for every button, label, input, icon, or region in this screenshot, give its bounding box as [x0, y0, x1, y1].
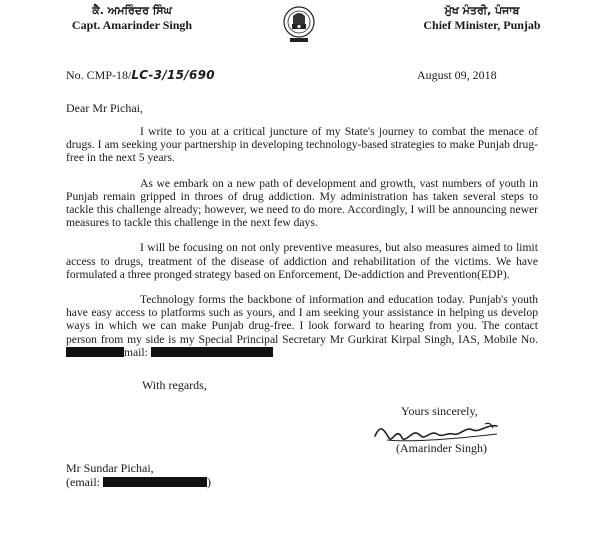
recipient-email-line [66, 475, 211, 489]
sender-name: Capt. Amarinder Singh [71, 18, 193, 32]
paragraph-3: I will be focusing on not only preventive measures, but also measures aimed to limit access to drugs, treatment of the disease of addiction and rehabilitation of the victims. We have formulated a three pronged strategy based on Enforcement, De-addiction and Prevention(EDP). [66, 241, 538, 281]
recipient-name: Mr Sundar Pichai, [66, 461, 154, 475]
signatory-name: (Amarinder Singh) [396, 441, 487, 455]
recipient-email-close: ) [206, 475, 211, 489]
closing-line: Yours sincerely, [401, 404, 478, 418]
paragraph-1: I write to you at a critical juncture of my State's journey to combat the menace of drugs. I am seeking your partnership in developing technology-based strategies to make Punjab drug-free in the next 5 years. [66, 125, 538, 165]
office-title-punjabi: ਮੁੱਖ ਮੰਤਰੀ, ਪੰਜਾਬ [444, 4, 520, 17]
office-header [392, 4, 572, 33]
letter-body [66, 125, 538, 359]
state-emblem-icon [276, 2, 322, 46]
recipient-block [66, 461, 211, 489]
reference-number [66, 68, 215, 82]
office-title: Chief Minister, Punjab [423, 18, 541, 32]
reference-handwritten: LC-3/15/690 [131, 68, 215, 82]
reference-prefix: No. CMP-18/ [66, 68, 132, 82]
salutation: Dear Mr Pichai, [66, 101, 143, 115]
paragraph-4-text: Technology forms the backbone of information and education today. Punjab's youth have easy access to platforms such as yours, and I am seeking your assistance in helping us develop ways in which we can make Punjab drug-free. I look forward to hearing from you. The contact person from my side is my Special Principal Secretary Mr Gurkirat Kirpal Singh, IAS, Mobile No. [66, 293, 538, 346]
sender-header [42, 4, 222, 33]
redacted-mobile [66, 347, 124, 357]
paragraph-2: As we embark on a new path of development and growth, vast numbers of youth in Punjab remain gripped in throes of drug addiction. My administration has taken several steps to tackle this challenge already; however, we need to do more. Accordingly, I will be announcing newer measures to tackle this challenge in the next few days. [66, 176, 538, 230]
regards-line: With regards, [142, 378, 207, 392]
contact-mail-label: mail: [124, 345, 148, 359]
redacted-email [151, 347, 273, 357]
letter-date: August 09, 2018 [417, 68, 497, 82]
redacted-recipient-email [103, 477, 207, 487]
sender-name-punjabi: ਕੈ. ਅਮਰਿੰਦਰ ਸਿੰਘ [92, 4, 172, 17]
paragraph-4 [66, 293, 538, 359]
recipient-email-label: (email: [66, 475, 100, 489]
